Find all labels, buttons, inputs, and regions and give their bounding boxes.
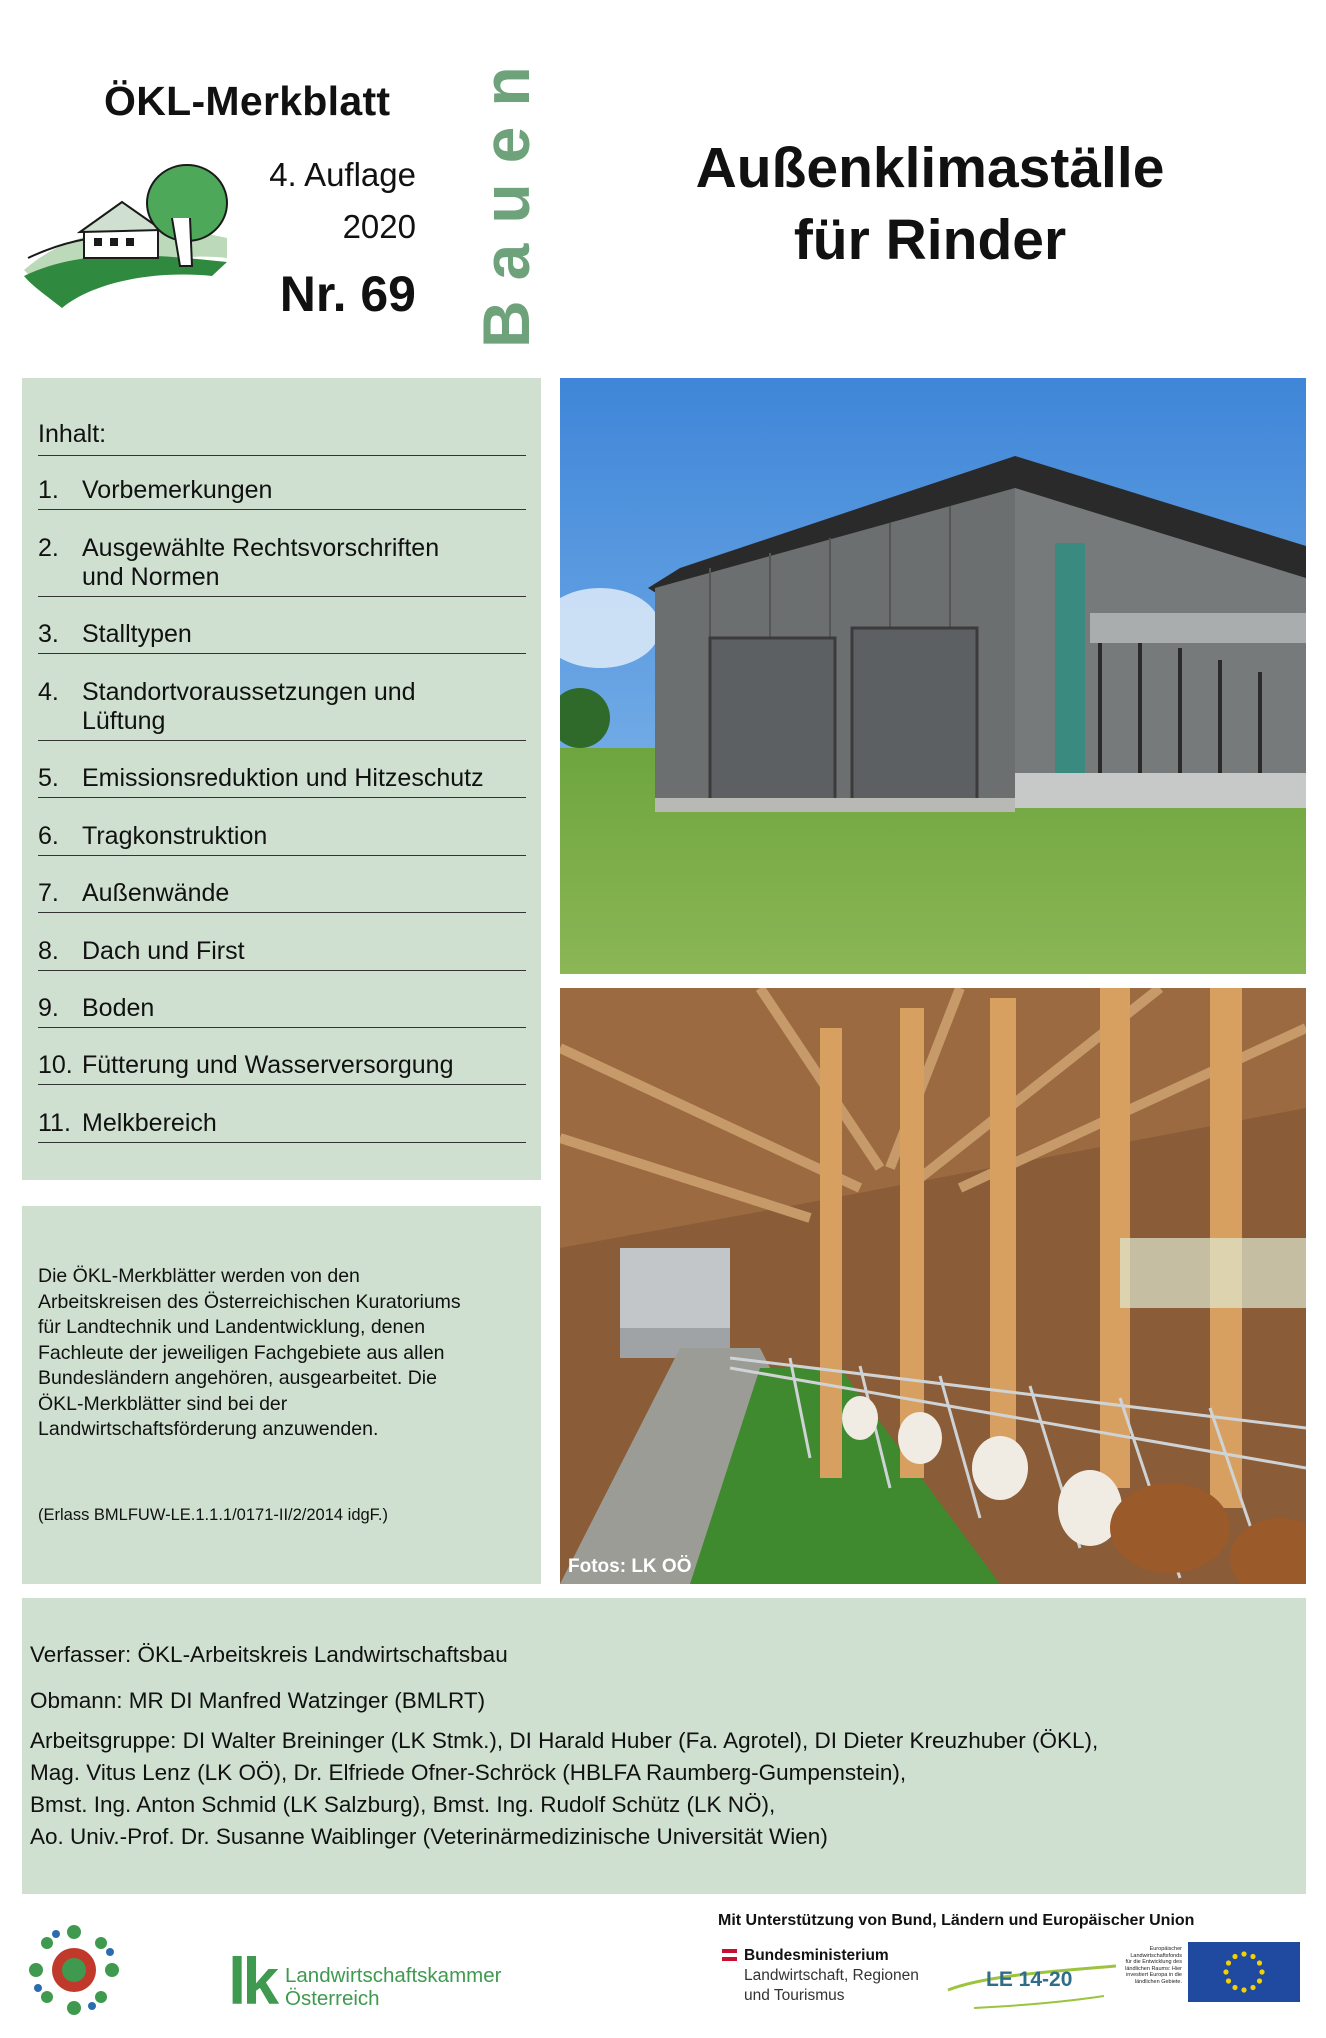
toc-item xyxy=(38,620,526,654)
title-line-1: Außenklimaställe xyxy=(695,136,1165,200)
okl-farm-logo-icon xyxy=(22,158,232,308)
barn-exterior-photo xyxy=(560,378,1306,974)
toc-item-text: Standortvoraussetzungen und Lüftung xyxy=(82,678,416,735)
toc-item xyxy=(38,994,526,1028)
toc-item-number: 2. xyxy=(38,534,59,562)
toc-heading: Inhalt: xyxy=(38,420,526,456)
eu-fund-text: Europäischer Landwirtschaftsfonds für die Entwicklung des ländlichen Raums: Hier investiert Europa in die ländlichen Gebiete. xyxy=(1125,1946,1182,1985)
toc-item-text: Ausgewählte Rechtsvorschriften und Normen xyxy=(82,534,440,591)
toc-item-number: 5. xyxy=(38,764,59,792)
info-box xyxy=(22,1206,541,1584)
chair-line: Obmann: MR DI Manfred Watzinger (BMLRT) xyxy=(30,1688,486,1713)
category-label: Bauen xyxy=(469,46,543,348)
lk-logo-text xyxy=(285,1964,501,2010)
page-title xyxy=(560,132,1300,276)
austria-flag-icon xyxy=(722,1949,737,1961)
toc-item-text: Melkbereich xyxy=(82,1109,217,1137)
ministry-line-2: Landwirtschaft, Regionen xyxy=(744,1967,919,1984)
toc-item-number: 1. xyxy=(38,476,59,504)
decree-reference: (Erlass BMLFUW-LE.1.1.1/0171-II/2/2014 idgF.) xyxy=(38,1506,389,1524)
edition-label: 4. Auflage xyxy=(269,156,416,193)
toc-item-text: Außenwände xyxy=(82,879,230,907)
photo-credit: Fotos: LK OÖ xyxy=(568,1556,692,1577)
authors-box xyxy=(22,1598,1306,1894)
toc-item-number: 11. xyxy=(38,1109,71,1137)
toc-item-text: Stalltypen xyxy=(82,620,192,648)
toc-item xyxy=(38,1109,526,1143)
lk-logo-mark: lk xyxy=(228,1944,276,2018)
toc-item xyxy=(38,476,526,510)
lk-line-1: Landwirtschaftskammer xyxy=(285,1964,502,1987)
toc-item-number: 8. xyxy=(38,937,59,965)
workgroup-line: Ao. Univ.-Prof. Dr. Susanne Waiblinger (Veterinärmedizinische Universität Wien) xyxy=(30,1824,828,1849)
toc-item xyxy=(38,534,526,597)
author-line: Verfasser: ÖKL-Arbeitskreis Landwirtschaftsbau xyxy=(30,1642,508,1667)
toc-item xyxy=(38,678,526,741)
toc-item-text: Emissionsreduktion und Hitzeschutz xyxy=(82,764,484,792)
toc-item-number: 6. xyxy=(38,822,59,850)
toc-item xyxy=(38,1051,526,1085)
table-of-contents xyxy=(22,378,541,1180)
toc-item xyxy=(38,764,526,798)
eu-flag-icon xyxy=(1188,1942,1300,2002)
toc-item-number: 9. xyxy=(38,994,59,1022)
toc-item xyxy=(38,822,526,856)
toc-item-number: 10. xyxy=(38,1051,73,1079)
okl-wreath-logo-icon xyxy=(24,1920,124,2020)
toc-item-number: 4. xyxy=(38,678,59,706)
workgroup-line: Mag. Vitus Lenz (LK OÖ), Dr. Elfriede Ofner-Schröck (HBLFA Raumberg-Gumpenstein), xyxy=(30,1760,907,1785)
ministry-line-3: und Tourismus xyxy=(744,1987,845,2004)
toc-item-text: Fütterung und Wasserversorgung xyxy=(82,1051,454,1079)
title-line-2: für Rinder xyxy=(793,208,1067,272)
support-statement: Mit Unterstützung von Bund, Ländern und Europäischer Union xyxy=(718,1912,1195,1929)
le-program-label: LE 14-20 xyxy=(986,1968,1073,1991)
toc-item xyxy=(38,879,526,913)
toc-item-number: 3. xyxy=(38,620,59,648)
toc-item-text: Vorbemerkungen xyxy=(82,476,273,504)
info-text: Die ÖKL-Merkblätter werden von den Arbeitskreisen des Österreichischen Kuratoriums für Landtechnik und Landentwicklung, denen Fachleute der jeweiligen Fachgebiete aus allen Bundesländern angehören, ausgearbeitet. Die ÖKL-Merkblätter sind bei der Landwirtschaftsförderung anzuwenden. xyxy=(38,1265,461,1440)
toc-item xyxy=(38,937,526,971)
workgroup-line: Bmst. Ing. Anton Schmid (LK Salzburg), Bmst. Ing. Rudolf Schütz (LK NÖ), xyxy=(30,1792,776,1817)
toc-item-text: Boden xyxy=(82,994,155,1022)
series-title: ÖKL-Merkblatt xyxy=(104,78,391,124)
barn-interior-photo xyxy=(560,988,1306,1584)
toc-item-text: Tragkonstruktion xyxy=(82,822,268,850)
year-label: 2020 xyxy=(342,208,416,245)
sheet-number: Nr. 69 xyxy=(279,266,416,322)
ministry-line-1: Bundesministerium xyxy=(744,1947,889,1964)
toc-item-number: 7. xyxy=(38,879,59,907)
ministry-logo-text xyxy=(744,1946,919,2006)
workgroup-line: Arbeitsgruppe: DI Walter Breininger (LK Stmk.), DI Harald Huber (Fa. Agrotel), DI Dieter Kreuzhuber (ÖKL), xyxy=(30,1728,1099,1753)
lk-line-2: Österreich xyxy=(285,1987,380,2010)
toc-item-text: Dach und First xyxy=(82,937,245,965)
